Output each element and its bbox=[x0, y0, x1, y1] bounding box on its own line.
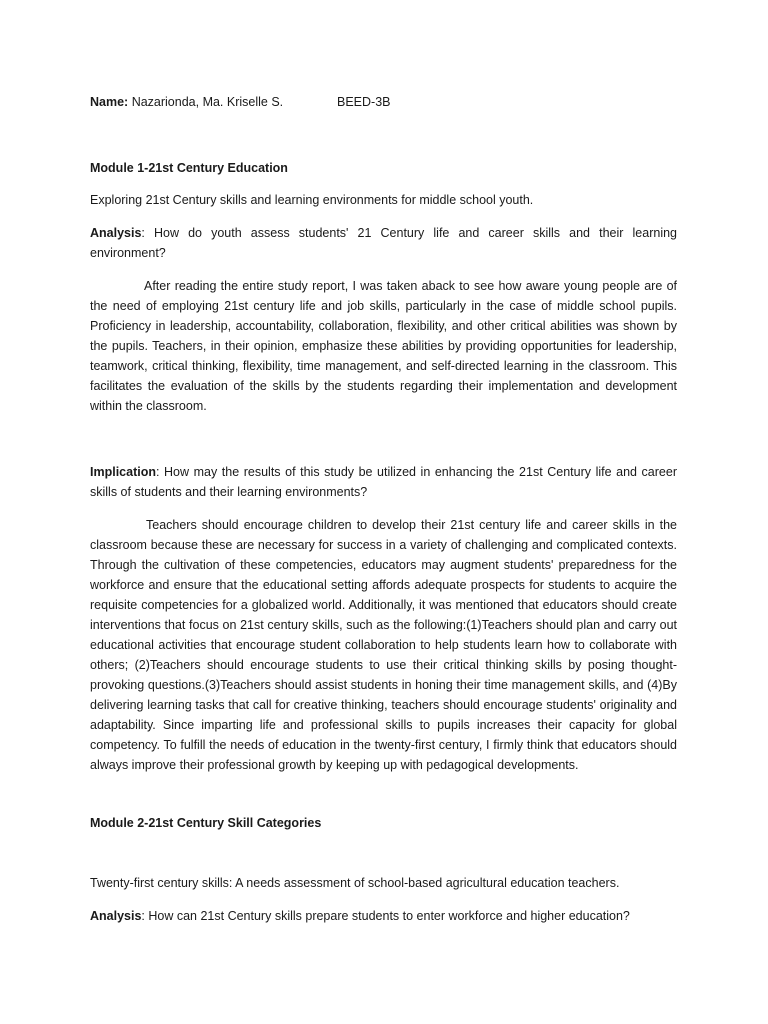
course-section: BEED-3B bbox=[337, 95, 391, 109]
analysis-label: Analysis bbox=[90, 909, 142, 923]
module2-subtitle: Twenty-first century skills: A needs assessment of school-based agricultural education teachers. bbox=[90, 876, 620, 890]
module1-analysis-question: Analysis: How do youth assess students' 21 Century life and career skills and their learning environment? bbox=[90, 226, 677, 260]
name-label: Name: bbox=[90, 95, 129, 109]
module1-analysis-answer: After reading the entire study report, I was taken aback to see how aware young people are of the need of employing 21st century life and job skills, particularly in the case of middle school pupils. Proficiency in leadership, accountability, collaboration, flexibility, and other critical abilities was shown by the pupils. Teachers, in their opinion, emphasize these abilities by providing opportunities for leadership, teamwork, critical thinking, flexibility, time management, and self-directed learning in the classroom. This facilitates the evaluation of the skills by the students regarding their implementation and development within the classroom. bbox=[90, 279, 677, 413]
analysis-label: Analysis bbox=[90, 226, 142, 240]
name-line bbox=[90, 92, 677, 112]
module1-implication-answer: Teachers should encourage children to develop their 21st century life and career skills in the classroom because these are necessary for success in a variety of challenging and complicated contexts. Through the cultivation of these competencies, educators may augment students' preparedness for the workforce and ensure that the educational setting affords adequate prospects for students to acquire the requisite competencies for a globalized world. Additionally, it was mentioned that educators should create interventions that focus on 21st century skills, such as the following:(1)Teachers should plan and carry out educational activities that encourage student collaboration to help students learn how to collaborate with others; (2)Teachers should encourage students to use their critical thinking skills by posing thought-provoking questions.(3)Teachers should assist students in honing their time management skills, and (4)By delivering learning tasks that call for creative thinking, teachers should encourage students' originality and adaptability. Since imparting life and professional skills to pupils increases their capacity for global competency. To fulfill the needs of education in the twenty-first century, I firmly think that educators should always improve their professional growth by keeping up with pedagogical developments. bbox=[90, 518, 677, 772]
module1-subtitle: Exploring 21st Century skills and learning environments for middle school youth. bbox=[90, 193, 534, 207]
module2-analysis-question: Analysis: How can 21st Century skills prepare students to enter workforce and higher education? bbox=[90, 909, 630, 923]
implication-label: Implication bbox=[90, 465, 156, 479]
module2-title: Module 2-21st Century Skill Categories bbox=[90, 816, 322, 830]
module1-implication-question: Implication: How may the results of this study be utilized in enhancing the 21st Century life and career skills of students and their learning environments? bbox=[90, 465, 677, 499]
module1-title: Module 1-21st Century Education bbox=[90, 161, 288, 175]
student-name: Nazarionda, Ma. Kriselle S. bbox=[128, 95, 284, 109]
